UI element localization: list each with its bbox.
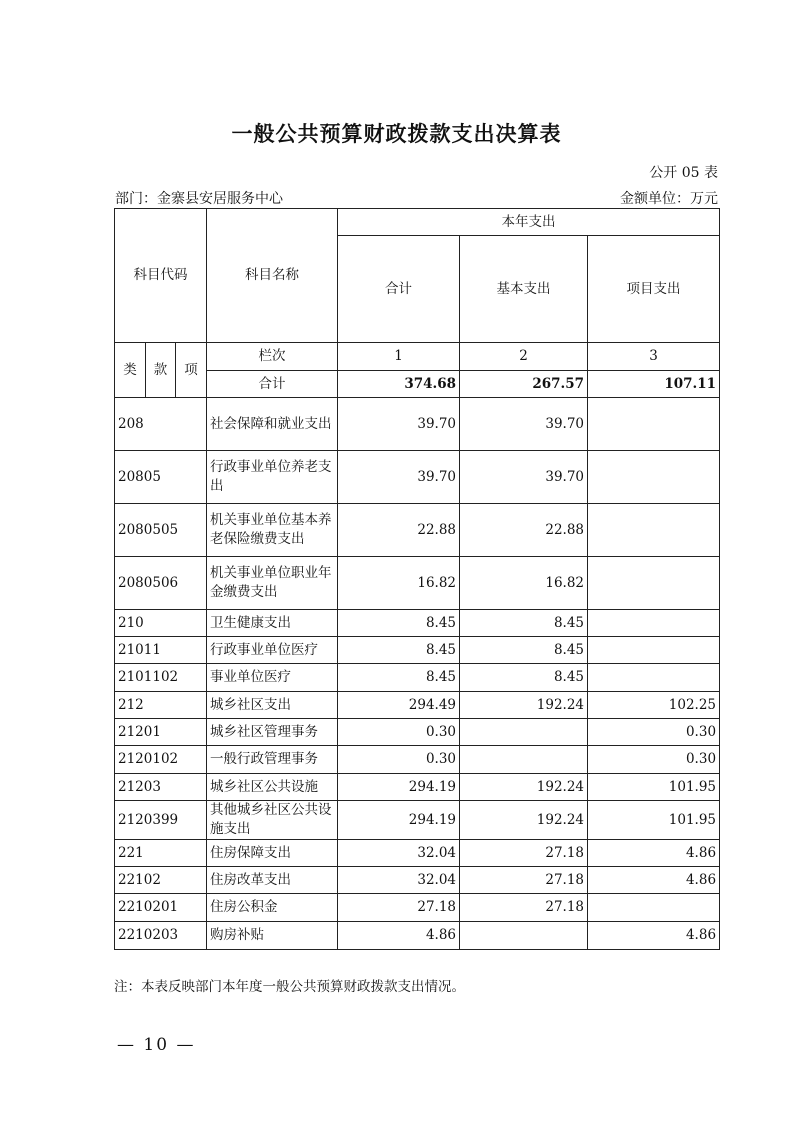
- row-project: [588, 504, 720, 557]
- row-code: 2080506: [115, 557, 207, 610]
- row-project: 102.25: [588, 692, 720, 719]
- table-row: [115, 894, 720, 922]
- table-row: [115, 801, 720, 840]
- table-row: [115, 692, 720, 719]
- row-basic: 192.24: [460, 692, 588, 719]
- row-name: 卫生健康支出: [207, 610, 338, 637]
- row-total: 8.45: [338, 664, 460, 692]
- row-project: [588, 664, 720, 692]
- row-name: 社会保障和就业支出: [207, 398, 338, 451]
- table-row: [115, 840, 720, 867]
- table-row: [115, 774, 720, 801]
- row-basic: 22.88: [460, 504, 588, 557]
- row-total: 27.18: [338, 894, 460, 922]
- row-total: 39.70: [338, 398, 460, 451]
- header-xiang: 项: [176, 343, 207, 398]
- row-code: 2120102: [115, 746, 207, 774]
- row-code: 2210203: [115, 922, 207, 950]
- row-total: 32.04: [338, 840, 460, 867]
- table-row: [115, 664, 720, 692]
- row-basic: 39.70: [460, 398, 588, 451]
- table-row: [115, 557, 720, 610]
- row-basic: 8.45: [460, 637, 588, 664]
- row-name: 住房公积金: [207, 894, 338, 922]
- col-index-2: 2: [460, 343, 588, 371]
- table-row: [115, 451, 720, 504]
- row-code: 2120399: [115, 801, 207, 840]
- row-basic: 16.82: [460, 557, 588, 610]
- expenditure-table: [114, 208, 720, 950]
- row-total: 32.04: [338, 867, 460, 894]
- row-basic: 27.18: [460, 894, 588, 922]
- row-total: 294.19: [338, 801, 460, 840]
- row-name: 行政事业单位医疗: [207, 637, 338, 664]
- form-number: 公开 05 表: [649, 165, 718, 181]
- row-project: 0.30: [588, 746, 720, 774]
- row-project: [588, 451, 720, 504]
- row-code: 210: [115, 610, 207, 637]
- col-index-3: 3: [588, 343, 720, 371]
- header-kuan: 款: [146, 343, 176, 398]
- table-note: 注：本表反映部门本年度一般公共预算财政拨款支出情况。: [114, 979, 465, 995]
- table-row: [115, 398, 720, 451]
- row-name: 住房保障支出: [207, 840, 338, 867]
- row-basic: 27.18: [460, 840, 588, 867]
- department-label: 部门：金寨县安居服务中心: [115, 191, 283, 207]
- header-subject-code: 科目代码: [115, 209, 207, 343]
- page-title: 一般公共预算财政拨款支出决算表: [231, 121, 562, 146]
- row-basic: [460, 719, 588, 746]
- table-row: [115, 867, 720, 894]
- row-project: [588, 398, 720, 451]
- row-basic: 192.24: [460, 774, 588, 801]
- row-name: 机关事业单位基本养老保险缴费支出: [207, 504, 338, 557]
- row-total: 22.88: [338, 504, 460, 557]
- row-total: 294.19: [338, 774, 460, 801]
- header-current-year: 本年支出: [338, 209, 720, 236]
- row-name: 城乡社区支出: [207, 692, 338, 719]
- row-code: 212: [115, 692, 207, 719]
- row-basic: 8.45: [460, 664, 588, 692]
- header-subject-name: 科目名称: [207, 209, 338, 343]
- table-row: [115, 922, 720, 950]
- total-row-basic: 267.57: [460, 371, 588, 398]
- row-name: 行政事业单位养老支出: [207, 451, 338, 504]
- row-project: 0.30: [588, 719, 720, 746]
- table-row: [115, 637, 720, 664]
- row-project: 101.95: [588, 801, 720, 840]
- row-total: 4.86: [338, 922, 460, 950]
- row-project: [588, 557, 720, 610]
- table-row: [115, 610, 720, 637]
- total-row-label: 合计: [207, 371, 338, 398]
- amount-unit-label: 金额单位：万元: [620, 191, 718, 207]
- header-total: 合计: [338, 236, 460, 343]
- row-total: 0.30: [338, 746, 460, 774]
- row-total: 0.30: [338, 719, 460, 746]
- row-name: 其他城乡社区公共设施支出: [207, 801, 338, 840]
- header-project: 项目支出: [588, 236, 720, 343]
- row-total: 16.82: [338, 557, 460, 610]
- row-project: 4.86: [588, 867, 720, 894]
- row-total: 8.45: [338, 637, 460, 664]
- header-basic: 基本支出: [460, 236, 588, 343]
- row-total: 294.49: [338, 692, 460, 719]
- row-code: 21201: [115, 719, 207, 746]
- table-row: [115, 719, 720, 746]
- row-total: 8.45: [338, 610, 460, 637]
- row-basic: 27.18: [460, 867, 588, 894]
- row-code: 221: [115, 840, 207, 867]
- row-code: 2210201: [115, 894, 207, 922]
- row-code: 2080505: [115, 504, 207, 557]
- table-row: [115, 746, 720, 774]
- total-row-project: 107.11: [588, 371, 720, 398]
- total-row-total: 374.68: [338, 371, 460, 398]
- row-project: 4.86: [588, 922, 720, 950]
- header-column-index: 栏次: [207, 343, 338, 371]
- row-total: 39.70: [338, 451, 460, 504]
- row-code: 22102: [115, 867, 207, 894]
- row-code: 21011: [115, 637, 207, 664]
- row-name: 住房改革支出: [207, 867, 338, 894]
- row-code: 2101102: [115, 664, 207, 692]
- row-name: 一般行政管理事务: [207, 746, 338, 774]
- row-basic: [460, 922, 588, 950]
- row-code: 21203: [115, 774, 207, 801]
- row-project: [588, 637, 720, 664]
- row-name: 事业单位医疗: [207, 664, 338, 692]
- row-name: 城乡社区公共设施: [207, 774, 338, 801]
- row-name: 购房补贴: [207, 922, 338, 950]
- header-lei: 类: [115, 343, 146, 398]
- row-project: 4.86: [588, 840, 720, 867]
- row-project: 101.95: [588, 774, 720, 801]
- row-basic: 39.70: [460, 451, 588, 504]
- col-index-1: 1: [338, 343, 460, 371]
- row-code: 208: [115, 398, 207, 451]
- table-row: [115, 504, 720, 557]
- row-project: [588, 894, 720, 922]
- row-basic: 192.24: [460, 801, 588, 840]
- row-name: 机关事业单位职业年金缴费支出: [207, 557, 338, 610]
- row-code: 20805: [115, 451, 207, 504]
- page-number: — 10 —: [117, 1035, 196, 1055]
- row-basic: 8.45: [460, 610, 588, 637]
- row-project: [588, 610, 720, 637]
- row-name: 城乡社区管理事务: [207, 719, 338, 746]
- row-basic: [460, 746, 588, 774]
